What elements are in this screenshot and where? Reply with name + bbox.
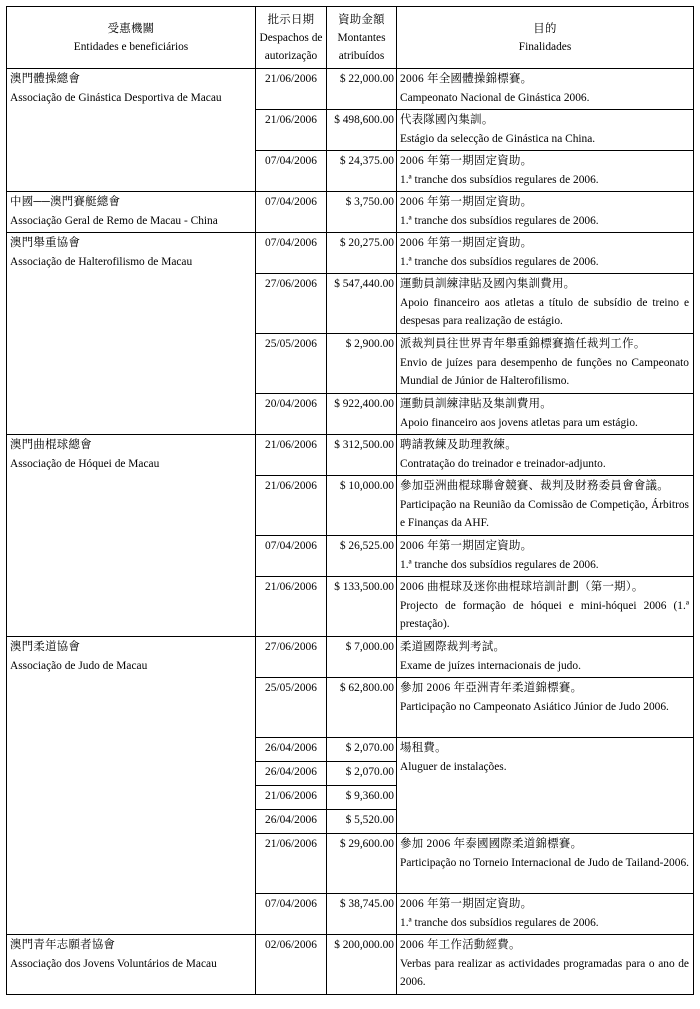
- purpose-cell: 2006 年工作活動經費。 Verbas para realizar as actividades programadas para o ano de 2006.: [397, 935, 694, 995]
- date-cell: 27/06/2006: [256, 637, 327, 678]
- date-cell: 25/05/2006: [256, 334, 327, 394]
- amount-cell: $ 29,600.00: [327, 834, 397, 894]
- purpose-cell: 參加亞洲曲棍球聯會競賽、裁判及財務委員會會議。 Participação na Reunião da Comissão de Competição, Árbitros e Finanças da AHF.: [397, 476, 694, 536]
- date-cell: 07/04/2006: [256, 233, 327, 274]
- amount-cell: $ 38,745.00: [327, 894, 397, 935]
- date-cell: 07/04/2006: [256, 192, 327, 233]
- purpose-cell: 運動員訓練津貼及集訓費用。 Apoio financeiro aos jovens atletas para um estágio.: [397, 394, 694, 435]
- purpose-cell: 2006 年第一期固定資助。 1.ª tranche dos subsídios regulares de 2006.: [397, 192, 694, 233]
- entity-cell: 澳門青年志願者協會 Associação dos Jovens Voluntários de Macau: [7, 935, 256, 995]
- date-cell: 27/06/2006: [256, 274, 327, 334]
- entity-cell: 中國──澳門賽艇總會 Associação Geral de Remo de Macau - China: [7, 192, 256, 233]
- amount-cell: $ 10,000.00: [327, 476, 397, 536]
- entity-cell: 澳門柔道協會 Associação de Judo de Macau: [7, 637, 256, 935]
- amount-cell: $ 312,500.00: [327, 435, 397, 476]
- amount-cell: $ 133,500.00: [327, 577, 397, 637]
- table-row: [7, 69, 694, 110]
- amount-cell: $ 26,525.00: [327, 536, 397, 577]
- date-cell: 21/06/2006: [256, 435, 327, 476]
- amount-cell: $ 200,000.00: [327, 935, 397, 995]
- purpose-cell: 參加 2006 年泰國國際柔道錦標賽。 Participação no Torneio Internacional de Judo de Tailand-2006.: [397, 834, 694, 894]
- amount-cell: $ 3,750.00: [327, 192, 397, 233]
- purpose-cell: 場租費。 Aluguer de instalações.: [397, 738, 694, 834]
- table-row: [7, 637, 694, 678]
- amount-cell: $ 7,000.00: [327, 637, 397, 678]
- date-cell: 21/06/2006: [256, 577, 327, 637]
- date-cell: 07/04/2006: [256, 151, 327, 192]
- header-entity: 受惠機關 Entidades e beneficiários: [7, 7, 256, 69]
- date-cell: 02/06/2006: [256, 935, 327, 995]
- date-cell: 25/05/2006: [256, 678, 327, 738]
- table-row: [7, 192, 694, 233]
- amount-cell: $ 20,275.00: [327, 233, 397, 274]
- header-amount: 資助金額 Montantes atribuídos: [327, 7, 397, 69]
- date-cell: 07/04/2006: [256, 894, 327, 935]
- table-body: [7, 69, 694, 995]
- purpose-cell: 2006 年第一期固定資助。 1.ª tranche dos subsídios regulares de 2006.: [397, 233, 694, 274]
- table-header-row: [7, 7, 694, 69]
- amount-cell: $ 9,360.00: [327, 786, 397, 810]
- amount-cell: $ 2,070.00: [327, 738, 397, 762]
- header-date: 批示日期 Despachos de autorização: [256, 7, 327, 69]
- purpose-cell: 派裁判員往世界青年舉重錦標賽擔任裁判工作。 Envio de juízes para desempenho de funções no Campeonato Mundial de Júnior de Halterofilismo.: [397, 334, 694, 394]
- amount-cell: $ 22,000.00: [327, 69, 397, 110]
- subsidy-table: [6, 6, 694, 995]
- table-row: [7, 935, 694, 995]
- date-cell: 20/04/2006: [256, 394, 327, 435]
- date-cell: 26/04/2006: [256, 810, 327, 834]
- amount-cell: $ 2,900.00: [327, 334, 397, 394]
- amount-cell: $ 922,400.00: [327, 394, 397, 435]
- table-row: [7, 435, 694, 476]
- date-cell: 21/06/2006: [256, 476, 327, 536]
- purpose-cell: 2006 曲棍球及迷你曲棍球培訓計劃（第一期）。 Projecto de formação de hóquei e mini-hóquei 2006 (1.ª prestação).: [397, 577, 694, 637]
- purpose-cell: 聘請教練及助理教練。 Contratação do treinador e treinador-adjunto.: [397, 435, 694, 476]
- table-row: [7, 233, 694, 274]
- header-purpose: 目的 Finalidades: [397, 7, 694, 69]
- amount-cell: $ 5,520.00: [327, 810, 397, 834]
- date-cell: 21/06/2006: [256, 69, 327, 110]
- amount-cell: $ 24,375.00: [327, 151, 397, 192]
- date-cell: 21/06/2006: [256, 834, 327, 894]
- date-cell: 26/04/2006: [256, 738, 327, 762]
- amount-cell: $ 62,800.00: [327, 678, 397, 738]
- purpose-cell: 運動員訓練津貼及國內集訓費用。 Apoio financeiro aos atletas a título de subsídio de treino e despesas para realização de estágio.: [397, 274, 694, 334]
- amount-cell: $ 2,070.00: [327, 762, 397, 786]
- entity-cell: 澳門舉重協會 Associação de Halterofilismo de Macau: [7, 233, 256, 435]
- amount-cell: $ 547,440.00: [327, 274, 397, 334]
- date-cell: 21/06/2006: [256, 786, 327, 810]
- purpose-cell: 參加 2006 年亞洲青年柔道錦標賽。 Participação no Campeonato Asiático Júnior de Judo 2006.: [397, 678, 694, 738]
- date-cell: 07/04/2006: [256, 536, 327, 577]
- purpose-cell: 代表隊國內集訓。 Estágio da selecção de Ginástica na China.: [397, 110, 694, 151]
- date-cell: 26/04/2006: [256, 762, 327, 786]
- entity-cell: 澳門曲棍球總會 Associação de Hóquei de Macau: [7, 435, 256, 637]
- amount-cell: $ 498,600.00: [327, 110, 397, 151]
- purpose-cell: 2006 年第一期固定資助。 1.ª tranche dos subsídios regulares de 2006.: [397, 151, 694, 192]
- purpose-cell: 2006 年第一期固定資助。 1.ª tranche dos subsídios regulares de 2006.: [397, 894, 694, 935]
- entity-cell: 澳門體操總會 Associação de Ginástica Desportiva de Macau: [7, 69, 256, 192]
- purpose-cell: 柔道國際裁判考試。 Exame de juízes internacionais de judo.: [397, 637, 694, 678]
- purpose-cell: 2006 年第一期固定資助。 1.ª tranche dos subsídios regulares de 2006.: [397, 536, 694, 577]
- purpose-cell: 2006 年全國體操錦標賽。 Campeonato Nacional de Ginástica 2006.: [397, 69, 694, 110]
- date-cell: 21/06/2006: [256, 110, 327, 151]
